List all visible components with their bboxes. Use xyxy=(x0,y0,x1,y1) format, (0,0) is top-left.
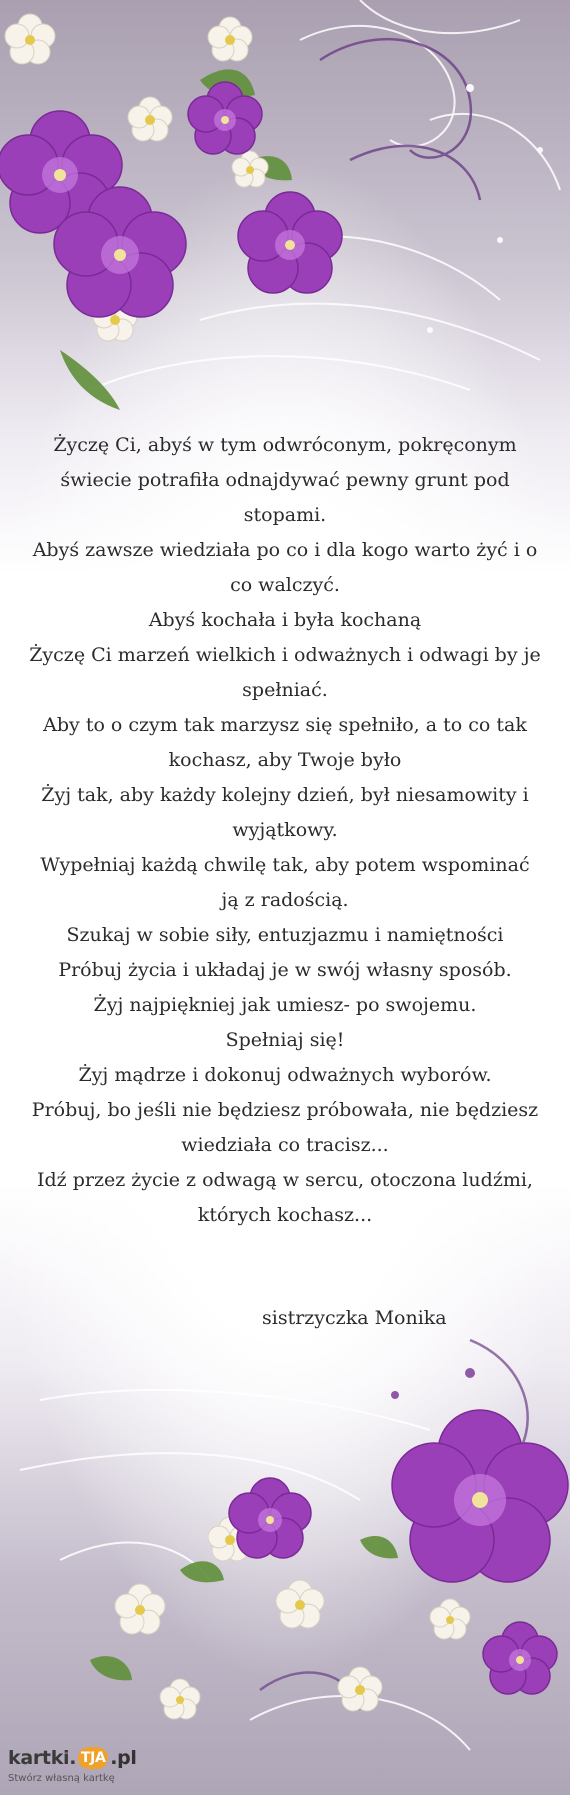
greeting-line: ją z radością. xyxy=(221,889,349,911)
greeting-line: których kochasz... xyxy=(197,1204,373,1226)
greeting-line: Życzę Ci marzeń wielkich i odważnych i odwagi by je xyxy=(29,644,541,666)
greeting-line: Żyj mądrze i dokonuj odważnych wyborów. xyxy=(78,1064,492,1086)
greeting-line: Życzę Ci, abyś w tym odwróconym, pokręconym xyxy=(53,434,517,456)
greeting-line: Żyj najpiękniej jak umiesz- po swojemu. xyxy=(93,994,477,1016)
greeting-line: stopami. xyxy=(243,504,327,526)
greeting-line: kochasz, aby Twoje było xyxy=(168,749,402,771)
greeting-line: Aby to o czym tak marzysz się spełniło, a to co tak xyxy=(43,714,527,736)
greeting-line: spełniać. xyxy=(242,679,328,701)
brand-logo-badge: TJA xyxy=(78,1747,108,1769)
brand-logo xyxy=(8,1747,137,1769)
greeting-line: Wypełniaj każdą chwilę tak, aby potem wspominać xyxy=(40,854,530,876)
signature: sistrzyczka Monika xyxy=(262,1307,447,1329)
greeting-line: Próbuj, bo jeśli nie będziesz próbowała, nie będziesz xyxy=(31,1099,539,1121)
brand-suffix: .pl xyxy=(110,1747,137,1769)
top-floral-decoration xyxy=(0,0,570,430)
greeting-line: wiedziała co tracisz... xyxy=(181,1134,389,1156)
brand-tagline: Stwórz własną kartkę xyxy=(8,1773,115,1784)
brand-prefix: kartki. xyxy=(8,1747,77,1769)
greeting-line: wyjątkowy. xyxy=(232,819,338,841)
greeting-line: świecie potrafiła odnajdywać pewny grunt pod xyxy=(60,469,510,491)
greeting-line: Spełniaj się! xyxy=(225,1029,345,1051)
greeting-line: Idź przez życie z odwagą w sercu, otoczona ludźmi, xyxy=(37,1169,533,1191)
greeting-line: co walczyć. xyxy=(230,574,340,596)
brand-watermark[interactable] xyxy=(6,1743,154,1789)
greeting-line: Abyś zawsze wiedziała po co i dla kogo warto żyć i o xyxy=(32,539,538,561)
greeting-line: Abyś kochała i była kochaną xyxy=(148,609,422,631)
greeting-line: Próbuj życia i układaj je w swój własny sposób. xyxy=(58,959,512,981)
greeting-text xyxy=(20,428,550,1233)
greeting-line: Żyj tak, aby każdy kolejny dzień, był niesamowity i xyxy=(41,784,529,806)
greeting-line: Szukaj w sobie siły, entuzjazmu i namiętności xyxy=(66,924,504,946)
